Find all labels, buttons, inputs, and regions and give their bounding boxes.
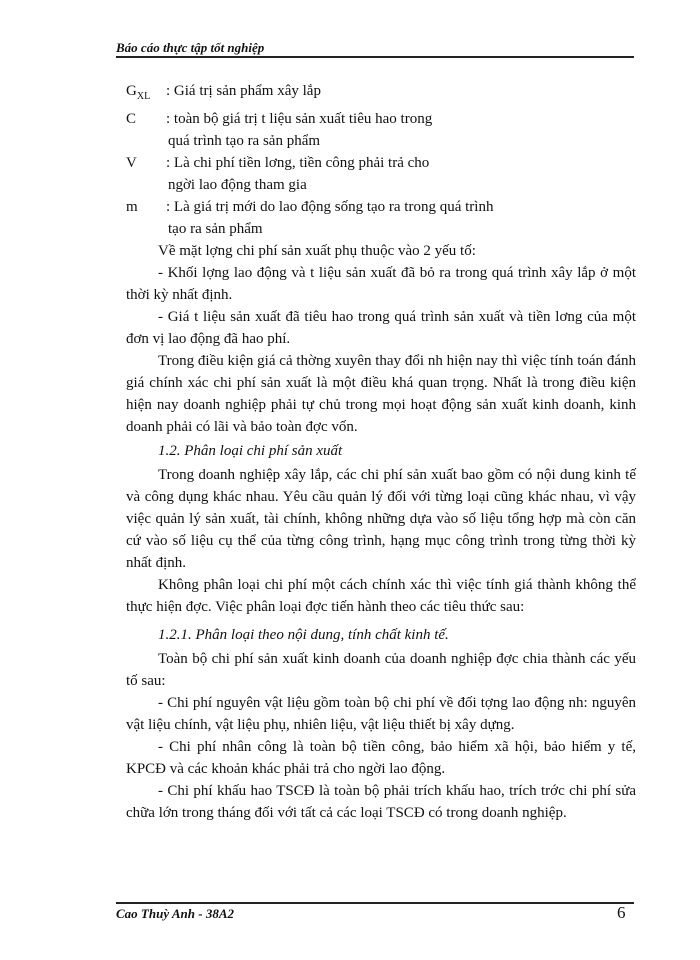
definition-gxl <box>126 80 636 108</box>
symbol-c: C <box>126 111 137 127</box>
definition-continuation: quá trình tạo ra sản phẩm <box>168 133 321 149</box>
definition-m <box>126 196 636 218</box>
paragraph: Trong doanh nghiệp xây lắp, các chi phí sản xuất bao gồm có nội dung kinh tế và công dụng khác nhau. Yêu cầu quản lý đối với từng loại cũng khác nhau, vì vậy việc quản lý sản xuất, tài chính, không những dựa vào số liệu tổng hợp mà còn căn cứ vào số liệu cụ thể của từng công trình, hạng mục công trình trong từng thời kỳ nhất định. <box>126 467 636 571</box>
page-header-title: Báo cáo thực tập tốt nghiệp <box>116 40 265 55</box>
symbol-v: V <box>126 155 137 171</box>
paragraph: Trong điều kiện giá cả thờng xuyên thay đổi nh hiện nay thì việc tính toán đánh giá chính xác chi phí sản xuất là một điều khá quan trọng. Nhất là trong điều kiện hiện nay doanh nghiệp phải tự chủ trong mọi hoạt động sản xuất kinh doanh, kinh doanh phải có lãi và bảo toàn đợc vốn. <box>126 353 636 435</box>
bullet-paragraph: - Chi phí nhân công là toàn bộ tiền công, bảo hiểm xã hội, bảo hiểm y tế, KPCĐ và các khoản khác phải trả cho ngời lao động. <box>126 739 636 777</box>
page-number: 6 <box>617 903 626 922</box>
footer-author: Cao Thuỳ Anh - 38A2 <box>116 906 234 921</box>
definition-v <box>126 152 636 174</box>
paragraph: Toàn bộ chi phí sản xuất kinh doanh của doanh nghiệp đợc chia thành các yếu tố sau: <box>126 651 636 689</box>
bullet-paragraph: - Chi phí nguyên vật liệu gồm toàn bộ chi phí về đối tợng lao động nh: nguyên vật liệu chính, vật liệu phụ, nhiên liệu, vật liệu thiết bị xây dựng. <box>126 695 636 733</box>
bullet-paragraph: - Giá t liệu sản xuất đã tiêu hao trong quá trình sản xuất và tiền lơng của một đơn vị lao động đã hao phí. <box>126 309 636 347</box>
definition-continuation: tạo ra sản phẩm <box>168 221 263 237</box>
subsection-heading: 1.2.1. Phân loại theo nội dung, tính chất kinh tế. <box>158 627 449 643</box>
definition-text: : toàn bộ giá trị t liệu sản xuất tiêu hao trong <box>166 111 433 127</box>
definition-text: : Giá trị sản phẩm xây lắp <box>166 83 321 99</box>
definition-text: : Là chi phí tiền lơng, tiền công phải trả cho <box>166 155 430 171</box>
bullet-paragraph: - Khối lợng lao động và t liệu sản xuất đã bỏ ra trong quá trình xây lắp ở một thời kỳ nhất định. <box>126 265 636 303</box>
header-divider <box>116 56 634 58</box>
bullet-paragraph: - Chi phí khấu hao TSCĐ là toàn bộ phải trích khấu hao, trích trớc chi phí sửa chữa lớn trong tháng đối với tất cả các loại TSCĐ có trong doanh nghiệp. <box>126 783 636 821</box>
definition-c <box>126 108 636 130</box>
footer-divider <box>116 902 634 904</box>
symbol-gxl: $G_{XL}$ <box>126 83 151 102</box>
document-body <box>126 80 636 824</box>
section-heading: 1.2. Phân loại chi phí sản xuất <box>158 443 343 459</box>
definition-continuation: ngời lao động tham gia <box>168 177 307 193</box>
paragraph: Về mặt lợng chi phí sản xuất phụ thuộc vào 2 yếu tố: <box>158 243 476 259</box>
definition-text: : Là giá trị mới do lao động sống tạo ra trong quá trình <box>166 199 494 215</box>
symbol-m: m <box>126 199 138 215</box>
paragraph: Không phân loại chi phí một cách chính xác thì việc tính giá thành không thể thực hiện đợc. Việc phân loại đợc tiến hành theo các tiêu thức sau: <box>126 577 636 615</box>
